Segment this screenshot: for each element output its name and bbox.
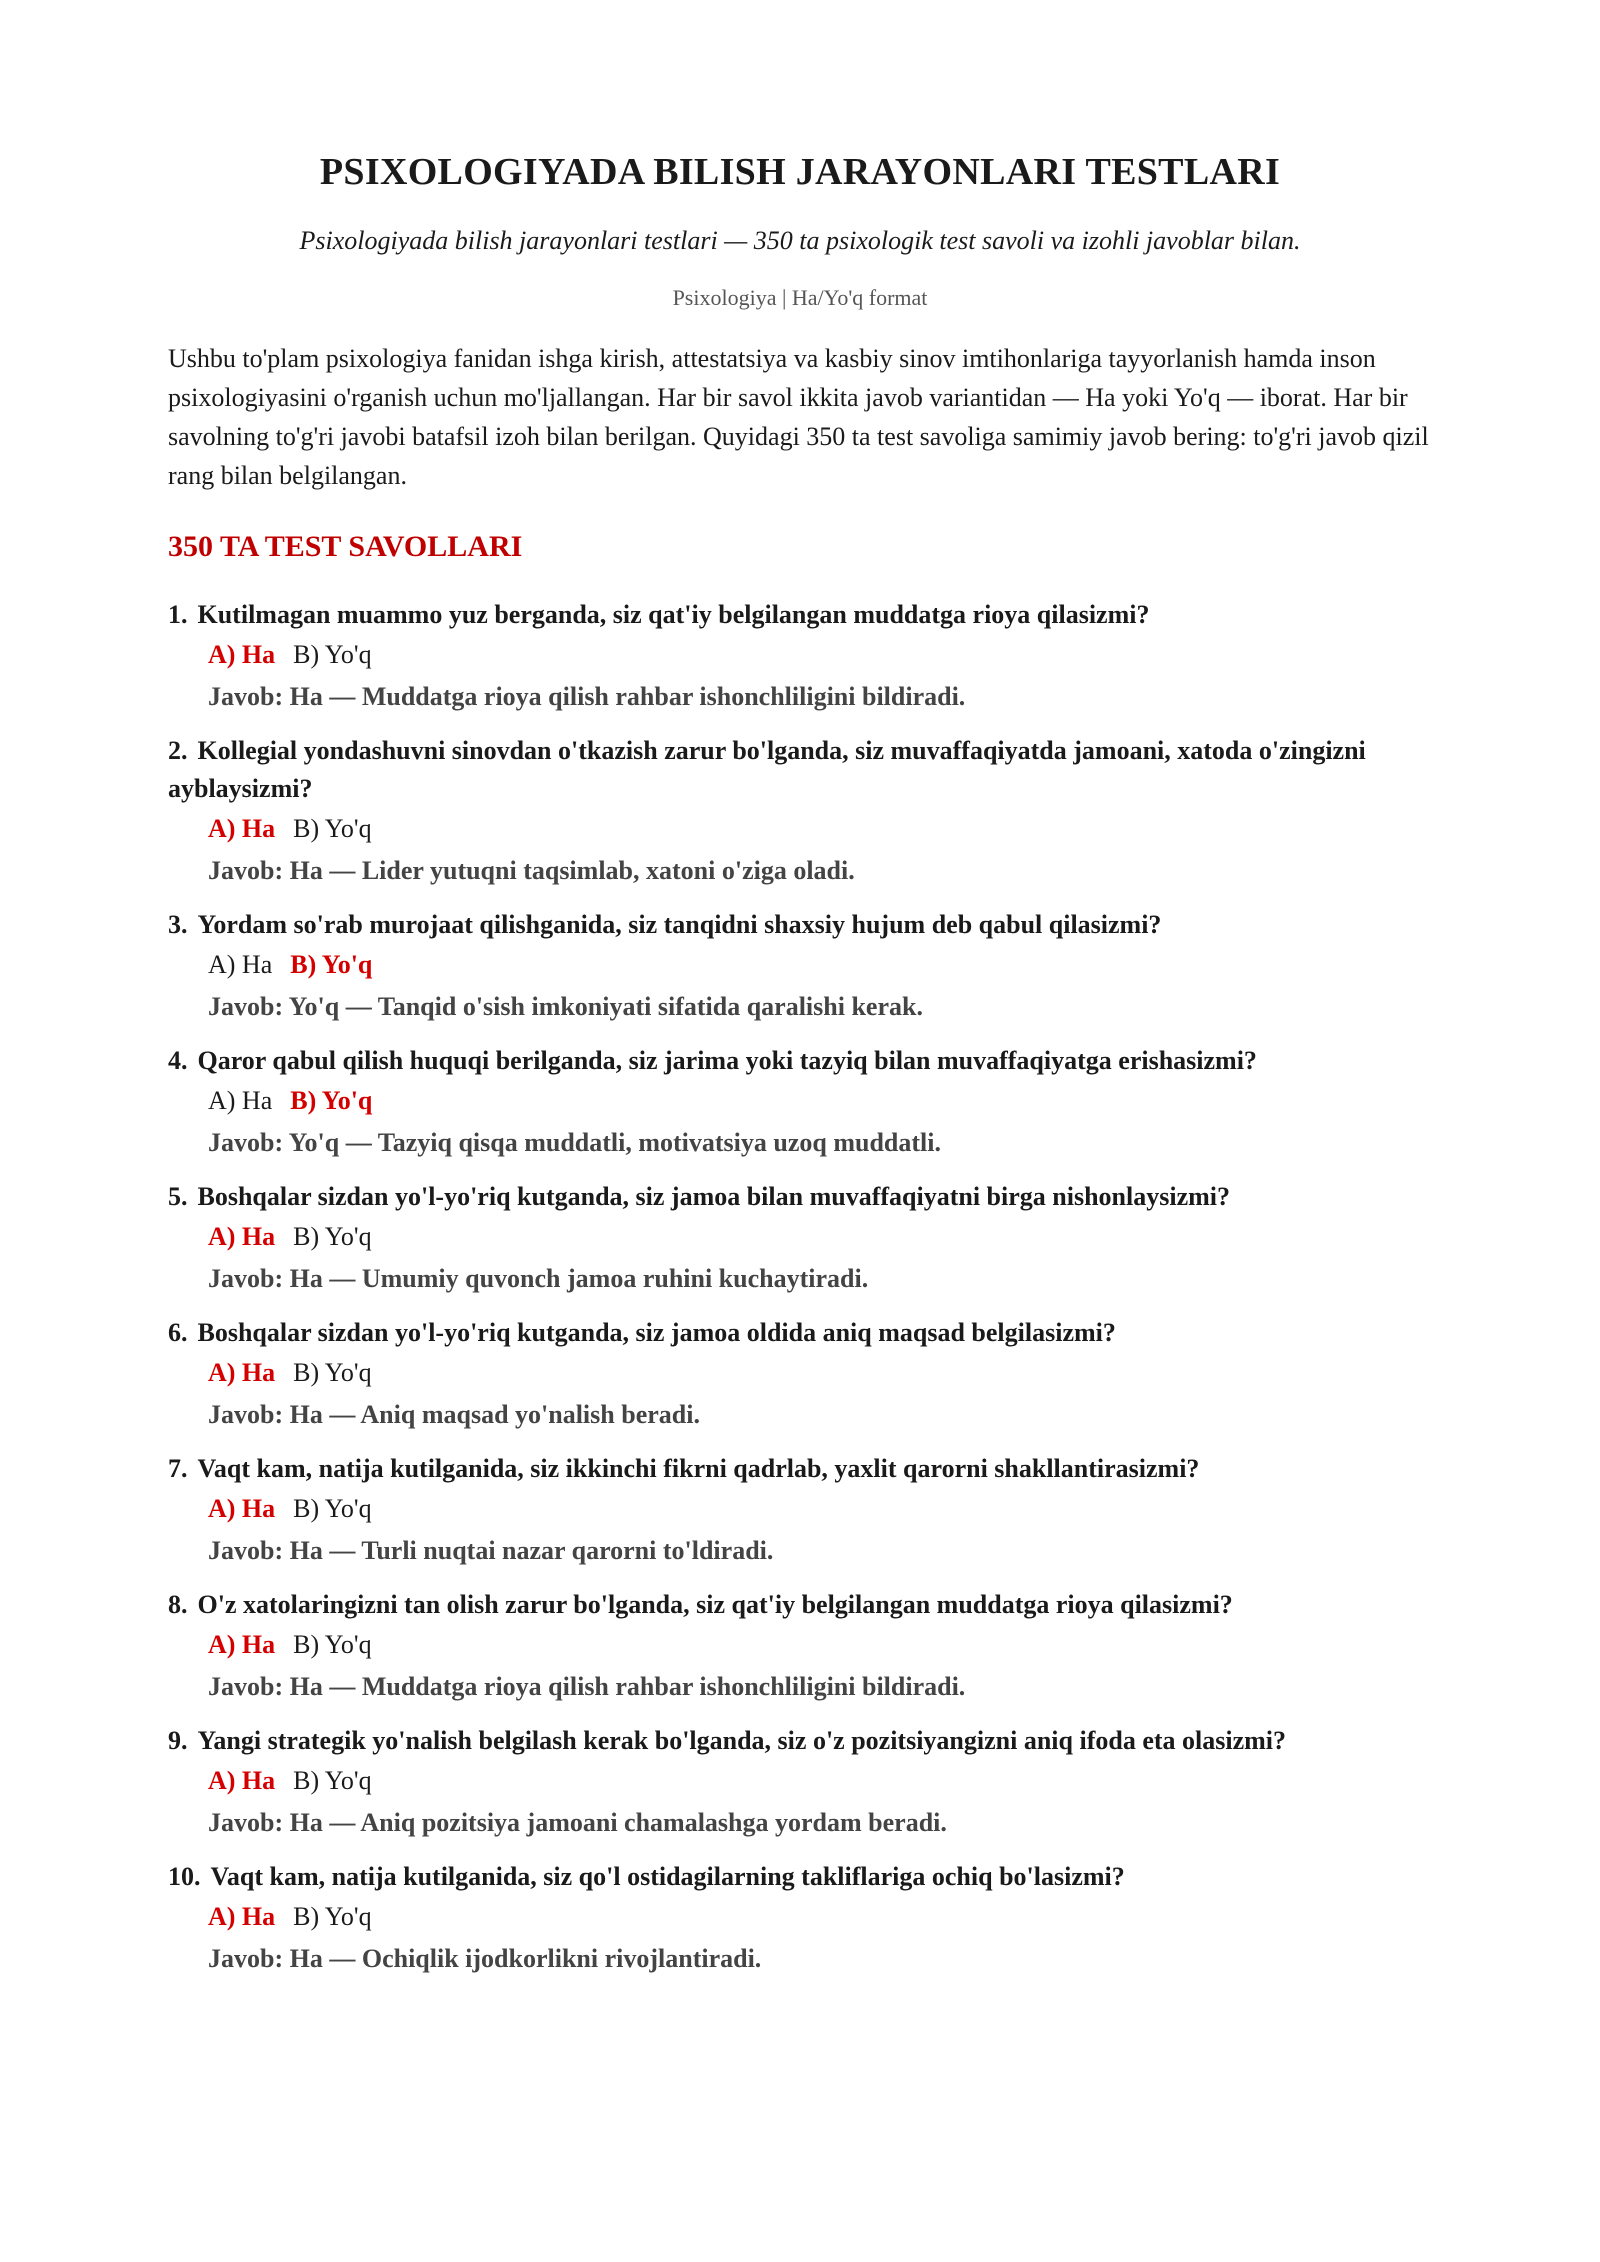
question-body: Yordam so'rab murojaat qilishganida, siz tanqidni shaxsiy hujum deb qabul qilasizmi? [197,910,1162,940]
document-title: PSIXOLOGIYADA BILISH JARAYONLARI TESTLARI [319,151,1281,193]
question-options [168,808,1432,850]
question-body: Kollegial yondashuvni sinovdan o'tkazish zarur bo'lganda, siz muvaffaqiyatda jamoani, xatoda o'zingizni ayblaysizmi? [168,736,1366,804]
option-b[interactable]: B) Yo'q [293,1630,372,1660]
document-subtitle: Psixologiyada bilish jarayonlari testlari — 350 ta psixologik test savoli va izohli javoblar bilan. [299,225,1301,255]
question-item [168,1586,1432,1708]
question-text [168,596,1432,634]
option-a[interactable]: A) Ha [208,814,276,844]
question-options [168,1488,1432,1530]
option-b[interactable]: B) Yo'q [290,1086,373,1116]
option-a[interactable]: A) Ha [208,640,276,670]
question-body: Vaqt kam, natija kutilganida, siz qo'l ostidagilarning takliflariga ochiq bo'lasizmi? [210,1862,1125,1892]
question-number: 1. [168,600,188,630]
option-b[interactable]: B) Yo'q [293,1358,372,1388]
question-item [168,1858,1432,1980]
question-text [168,1042,1432,1080]
question-options [168,1352,1432,1394]
question-options [168,1760,1432,1802]
option-b[interactable]: B) Yo'q [293,1902,372,1932]
option-b[interactable]: B) Yo'q [293,1766,372,1796]
answer-explanation: Javob: Ha — Aniq pozitsiya jamoani chamalashga yordam beradi. [208,1808,947,1838]
question-text [168,1450,1432,1488]
question-body: Boshqalar sizdan yo'l-yo'riq kutganda, siz jamoa bilan muvaffaqiyatni birga nishonlaysizmi? [197,1182,1230,1212]
answer-explanation: Javob: Ha — Ochiqlik ijodkorlikni rivojlantiradi. [208,1944,762,1974]
question-options [168,634,1432,676]
question-number: 2. [168,736,188,766]
option-a[interactable]: A) Ha [208,1494,276,1524]
answer-explanation: Javob: Ha — Lider yutuqni taqsimlab, xatoni o'ziga oladi. [208,856,855,886]
question-item [168,596,1432,718]
answer-explanation: Javob: Ha — Turli nuqtai nazar qarorni to'ldiradi. [208,1536,774,1566]
question-body: Vaqt kam, natija kutilganida, siz ikkinchi fikrni qadrlab, yaxlit qarorni shakllantirasizmi? [197,1454,1200,1484]
section-heading: 350 TA TEST SAVOLLARI [168,530,523,564]
question-text [168,732,1432,808]
answer-explanation: Javob: Ha — Aniq maqsad yo'nalish beradi. [208,1400,700,1430]
answer-explanation: Javob: Yo'q — Tanqid o'sish imkoniyati sifatida qaralishi kerak. [208,992,923,1022]
question-item [168,906,1432,1028]
intro-paragraph: Ushbu to'plam psixologiya fanidan ishga kirish, attestatsiya va kasbiy sinov imtihonlariga tayyorlanish hamda inson psixologiyasini o'rganish uchun mo'ljallangan. Har bir savol ikkita javob variantidan — Ha yoki Yo'q — iborat. Har bir savolning to'g'ri javobi batafsil izoh bilan berilgan. Quyidagi 350 ta test savoliga samimiy javob bering: to'g'ri javob qizil rang bilan belgilangan. [168,344,1429,491]
question-options [168,1624,1432,1666]
question-text [168,1858,1432,1896]
question-item [168,1722,1432,1844]
question-text [168,1586,1432,1624]
option-a[interactable]: A) Ha [208,1086,273,1116]
question-text [168,1178,1432,1216]
question-list [168,596,1432,1980]
question-item [168,1042,1432,1164]
option-b[interactable]: B) Yo'q [293,1494,372,1524]
option-a[interactable]: A) Ha [208,1766,276,1796]
document-meta: Psixologiya | Ha/Yo'q format [672,285,928,311]
option-a[interactable]: A) Ha [208,1222,276,1252]
question-text [168,1314,1432,1352]
option-b[interactable]: B) Yo'q [293,1222,372,1252]
answer-explanation: Javob: Yo'q — Tazyiq qisqa muddatli, motivatsiya uzoq muddatli. [208,1128,941,1158]
option-a[interactable]: A) Ha [208,950,273,980]
question-item [168,1314,1432,1436]
option-a[interactable]: A) Ha [208,1358,276,1388]
answer-explanation: Javob: Ha — Umumiy quvonch jamoa ruhini kuchaytiradi. [208,1264,869,1294]
question-number: 8. [168,1590,188,1620]
question-options [168,944,1432,986]
question-item [168,732,1432,892]
option-b[interactable]: B) Yo'q [293,640,372,670]
question-options [168,1896,1432,1938]
question-body: O'z xatolaringizni tan olish zarur bo'lganda, siz qat'iy belgilangan muddatga rioya qilasizmi? [197,1590,1233,1620]
option-b[interactable]: B) Yo'q [293,814,372,844]
answer-explanation: Javob: Ha — Muddatga rioya qilish rahbar ishonchliligini bildiradi. [208,682,966,712]
question-item [168,1450,1432,1572]
question-options [168,1216,1432,1258]
option-b[interactable]: B) Yo'q [290,950,373,980]
question-options [168,1080,1432,1122]
question-text [168,1722,1432,1760]
question-number: 6. [168,1318,188,1348]
option-a[interactable]: A) Ha [208,1630,276,1660]
question-number: 3. [168,910,188,940]
question-body: Yangi strategik yo'nalish belgilash kerak bo'lganda, siz o'z pozitsiyangizni aniq ifoda eta olasizmi? [197,1726,1287,1756]
question-number: 4. [168,1046,188,1076]
question-number: 7. [168,1454,188,1484]
answer-explanation: Javob: Ha — Muddatga rioya qilish rahbar ishonchliligini bildiradi. [208,1672,966,1702]
question-body: Boshqalar sizdan yo'l-yo'riq kutganda, siz jamoa oldida aniq maqsad belgilasizmi? [197,1318,1116,1348]
question-text [168,906,1432,944]
question-number: 9. [168,1726,188,1756]
option-a[interactable]: A) Ha [208,1902,276,1932]
question-number: 5. [168,1182,188,1212]
question-body: Kutilmagan muammo yuz berganda, siz qat'iy belgilangan muddatga rioya qilasizmi? [197,600,1150,630]
question-item [168,1178,1432,1300]
question-number: 10. [168,1862,201,1892]
question-body: Qaror qabul qilish huquqi berilganda, siz jarima yoki tazyiq bilan muvaffaqiyatga erishasizmi? [197,1046,1257,1076]
